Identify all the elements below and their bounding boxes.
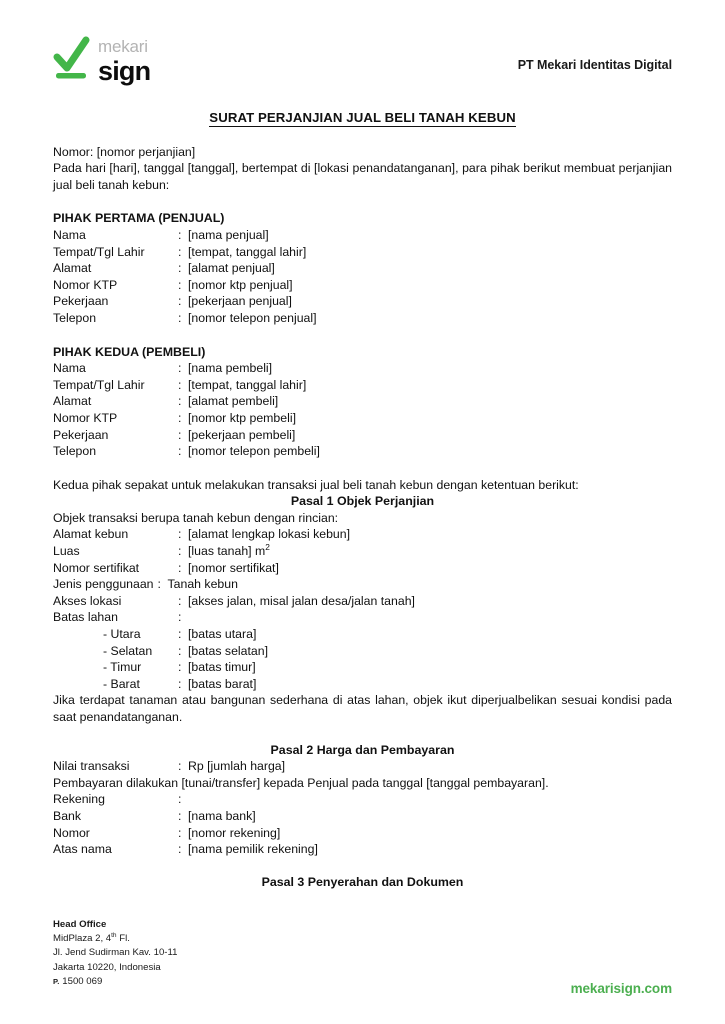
square-unit-superscript: 2 — [265, 541, 270, 552]
label: Nomor sertifikat — [53, 560, 140, 575]
value: [nomor ktp pembeli] — [188, 410, 296, 425]
second-party-row-job — [53, 427, 672, 444]
colon: : — [178, 676, 182, 691]
label: Nomor KTP — [53, 277, 118, 292]
value: [batas selatan] — [188, 643, 268, 658]
first-party-row-nama — [53, 227, 672, 244]
value: [akses jalan, misal jalan desa/jalan tanah] — [188, 593, 415, 608]
colon: : — [178, 610, 182, 625]
value: [alamat penjual] — [188, 261, 275, 276]
colon: : — [178, 759, 182, 774]
colon: : — [178, 444, 182, 459]
pasal-3-heading: Pasal 3 Penyerahan dan Dokumen — [261, 874, 464, 889]
colon: : — [178, 244, 182, 259]
boundary-row-south — [53, 643, 672, 660]
object-row-access — [53, 593, 672, 610]
address-line-1 — [53, 932, 177, 946]
boundary-row-east — [53, 659, 672, 676]
object-row-address — [53, 526, 672, 543]
object-row-usage — [53, 576, 672, 593]
colon: : — [178, 527, 182, 542]
address-line-1-post: Fl. — [116, 933, 130, 945]
green-check-icon — [53, 36, 93, 82]
label: - Selatan — [103, 643, 153, 658]
pasal-1-lead: Objek transaksi berupa tanah kebun dengan rincian: — [53, 510, 339, 525]
value: [alamat pembeli] — [188, 394, 279, 409]
label: Jenis penggunaan — [53, 577, 154, 592]
colon: : — [178, 427, 182, 442]
agreement-intro-line: Pada hari [hari], tanggal [tanggal], bertempat di [lokasi penandatanganan], para pihak berikut membuat perjanjian jual beli tanah kebun: — [53, 161, 672, 192]
value: [pekerjaan pembeli] — [188, 427, 296, 442]
head-office-address — [53, 918, 177, 989]
value: [batas utara] — [188, 627, 257, 642]
label: Pekerjaan — [53, 427, 109, 442]
colon: : — [178, 227, 182, 242]
first-party-heading: PIHAK PERTAMA (PENJUAL) — [53, 211, 225, 226]
label: Luas — [53, 544, 80, 559]
value: [nama bank] — [188, 808, 256, 823]
object-row-boundaries — [53, 609, 672, 626]
mekari-sign-logo — [53, 36, 150, 85]
head-office-label: Head Office — [53, 919, 107, 930]
label: Atas nama — [53, 842, 112, 857]
value: [tempat, tanggal lahir] — [188, 244, 307, 259]
phone-line — [53, 975, 177, 989]
colon: : — [178, 394, 182, 409]
colon: : — [178, 808, 182, 823]
ordinal-superscript: th — [111, 932, 117, 940]
label: Alamat — [53, 261, 92, 276]
value: [batas barat] — [188, 676, 257, 691]
payment-method-line: Pembayaran dilakukan [tunai/transfer] kepada Penjual pada tanggal [tanggal pembayaran]. — [53, 775, 549, 790]
account-row-bank — [53, 808, 672, 825]
colon: : — [178, 277, 182, 292]
logo-word-mekari: mekari — [98, 37, 148, 56]
account-row-header — [53, 791, 672, 808]
second-party-row-birth — [53, 377, 672, 394]
label: Tempat/Tgl Lahir — [53, 244, 145, 259]
first-party-row-ktp — [53, 277, 672, 294]
address-line-2: Jl. Jend Sudirman Kav. 10-11 — [53, 947, 178, 959]
label: Alamat — [53, 394, 92, 409]
second-party-row-address — [53, 393, 672, 410]
document-title-text: SURAT PERJANJIAN JUAL BELI TANAH KEBUN — [209, 110, 516, 125]
second-party-row-nama — [53, 360, 672, 377]
value: [nama pembeli] — [188, 361, 273, 376]
colon: : — [178, 377, 182, 392]
colon: : — [178, 660, 182, 675]
address-line-1-pre: MidPlaza 2, 4 — [53, 933, 112, 945]
agreement-consent-line: Kedua pihak sepakat untuk melakukan transaksi jual beli tanah kebun dengan ketentuan berikut: — [53, 477, 579, 492]
value: [nomor sertifikat] — [188, 560, 279, 575]
object-row-area — [53, 543, 672, 560]
colon: : — [178, 842, 182, 857]
label: - Utara — [103, 627, 141, 642]
label: Nomor — [53, 825, 90, 840]
value: Rp [jumlah harga] — [188, 759, 286, 774]
document-title — [53, 110, 672, 127]
first-party-row-job — [53, 293, 672, 310]
label: Telepon — [53, 310, 97, 325]
label: Nomor KTP — [53, 410, 118, 425]
label: Akses lokasi — [53, 593, 122, 608]
label: Tempat/Tgl Lahir — [53, 377, 145, 392]
label: Telepon — [53, 444, 97, 459]
payment-row-amount — [53, 758, 672, 775]
value: [tempat, tanggal lahir] — [188, 377, 307, 392]
value: Tanah kebun — [167, 577, 238, 592]
colon: : — [178, 643, 182, 658]
colon: : — [157, 577, 161, 592]
value: [nama pemilik rekening] — [188, 842, 318, 857]
pasal-2-heading: Pasal 2 Harga dan Pembayaran — [270, 742, 455, 757]
colon: : — [178, 593, 182, 608]
account-row-holder — [53, 841, 672, 858]
label: Rekening — [53, 792, 105, 807]
object-row-certificate — [53, 560, 672, 577]
value: [batas timur] — [188, 660, 256, 675]
phone-prefix: P. — [53, 976, 60, 986]
label: Alamat kebun — [53, 527, 129, 542]
value: [pekerjaan penjual] — [188, 294, 292, 309]
second-party-row-phone — [53, 443, 672, 460]
website-url[interactable]: mekarisign.com — [570, 981, 672, 996]
page-footer — [53, 918, 672, 998]
value: [nomor ktp penjual] — [188, 277, 293, 292]
label: Batas lahan — [53, 610, 118, 625]
label: Nama — [53, 361, 86, 376]
label: Nilai transaksi — [53, 759, 130, 774]
value: [alamat lengkap lokasi kebun] — [188, 527, 351, 542]
first-party-row-phone — [53, 310, 672, 327]
label: Bank — [53, 808, 82, 823]
colon: : — [178, 361, 182, 376]
colon: : — [178, 825, 182, 840]
first-party-row-birth — [53, 244, 672, 261]
address-line-3: Jakarta 10220, Indonesia — [53, 961, 161, 973]
document-body — [53, 110, 672, 890]
phone-value: 1500 069 — [62, 975, 103, 987]
page-header — [53, 36, 672, 92]
label: Pekerjaan — [53, 294, 109, 309]
pasal-1-closing: Jika terdapat tanaman atau bangunan sederhana di atas lahan, objek ikut diperjualbelikan sesuai kondisi pada saat penandatanganan. — [53, 693, 672, 724]
colon: : — [178, 261, 182, 276]
label: Nama — [53, 227, 86, 242]
pasal-1-heading: Pasal 1 Objek Perjanjian — [290, 494, 435, 509]
account-row-number — [53, 825, 672, 842]
label: - Timur — [103, 660, 142, 675]
boundary-row-north — [53, 626, 672, 643]
label: - Barat — [103, 676, 140, 691]
colon: : — [178, 792, 182, 807]
logo-word-sign: sign — [98, 56, 151, 86]
value: [nomor rekening] — [188, 825, 281, 840]
colon: : — [178, 627, 182, 642]
value: [luas tanah] $m^2$ — [188, 541, 270, 559]
agreement-number-line: Nomor: [nomor perjanjian] — [53, 144, 196, 159]
colon: : — [178, 410, 182, 425]
colon: : — [178, 544, 182, 559]
value: [nomor telepon pembeli] — [188, 444, 320, 459]
value: [nama penjual] — [188, 227, 269, 242]
value: [nomor telepon penjual] — [188, 310, 317, 325]
logo-wordmark — [98, 36, 150, 85]
boundary-row-west — [53, 676, 672, 693]
second-party-row-ktp — [53, 410, 672, 427]
colon: : — [178, 560, 182, 575]
colon: : — [178, 310, 182, 325]
first-party-row-address — [53, 260, 672, 277]
company-name: PT Mekari Identitas Digital — [517, 58, 672, 72]
colon: : — [178, 294, 182, 309]
second-party-heading: PIHAK KEDUA (PEMBELI) — [53, 344, 206, 359]
